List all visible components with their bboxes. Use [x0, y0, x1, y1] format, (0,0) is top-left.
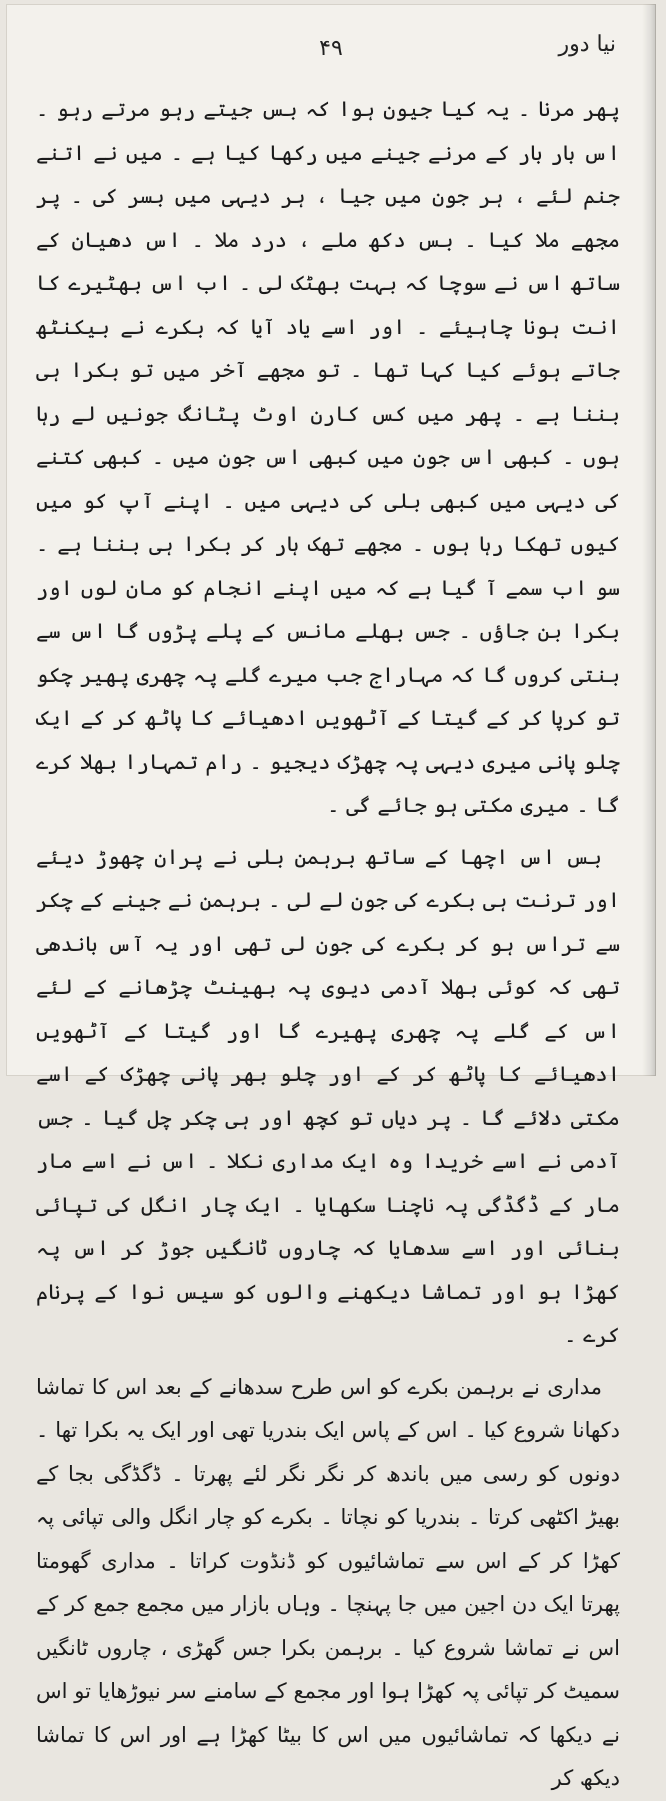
- paragraph-2: بس اس اچھا کے ساتھ برہمن بلی نے پران چھوڑ دیئے اور ترنت ہی بکرے کی جون لے لی ۔ برہمن نے جینے کے چکر سے تراس ہو کر بکرے کی جون لی تھی اور یہ آس باندھی تھی کہ کوئی بھلا آدمی دیوی پہ بھینٹ چڑھانے کے لئے اس کے گلے پہ چھری پھیرے گا اور گیتا کے آٹھویں ادھیائے کا پاٹھ کر کے اور چلو بھر پانی چھڑک کے اسے مکتی دلائے گا ۔ پر دیاں تو کچھ اور ہی چکر چل گیا ۔ جس آدمی نے اسے خریدا وہ ایک مداری نکلا ۔ اس نے اسے مار مار کے ڈگڈگی پہ ناچنا سکھایا ۔ ایک چار انگل کی تپائی بنائی اور اسے سدھایا کہ چاروں ٹانگیں جوڑ کر اس پہ کھڑا ہو اور تماشا دیکھنے والوں کو سیس نوا کے پرنام کرے ۔: [36, 844, 620, 1347]
- paragraph-1: پھر مرنا ۔ یہ کیا جیون ہوا کہ بس جیتے رہو مرتے رہو ۔ اس بار بار کے مرنے جینے میں رکھا کیا ہے ۔ میں نے اتنے جنم لئے ، ہر جون میں جیا ، ہر دیہی میں بسر کی ۔ پر مجھے ملا کیا ۔ بس دکھ ملے ، درد ملا ۔ اس دھیان کے ساتھ اس نے سوچا کہ بہت بھٹک لی ۔ اب اس بھٹیرے کا انت ہونا چاہیئے ۔ اور اسے یاد آیا کہ بکرے نے بیکنٹھ جاتے ہوئے کیا کہا تھا ۔ تو مجھے آخر میں تو بکرا ہی بننا ہے ۔ پھر میں کس کارن اوٹ پٹانگ جونیں لے رہا ہوں ۔ کبھی اس جون میں کبھی اس جون میں ۔ کبھی کتنے کی دیہی میں کبھی بلی کی دیہی میں ۔ اپنے آپ کو میں کیوں تھکا رہا ہوں ۔ مجھے تھک ہار کر بکرا ہی بننا ہے ۔ سو اب سمے آ گیا ہے کہ میں اپنے انجام کو مان لوں اور بکرا بن جاؤں ۔ جس بھلے مانس کے پلے پڑوں گا اس سے بنتی کروں گا کہ مہاراج جب میرے گلے پہ چھری پھیر چکو تو کرپا کر کے گیتا کے آٹھویں ادھیائے کا پاٹھ کر کے ایک چلو پانی میری دیہی پہ چھڑک دیجیو ۔ رام تمہارا بھلا کرے گا ۔ میری مکتی ہو جائے گی ۔: [36, 97, 620, 817]
- running-title: نیا دور: [558, 32, 616, 57]
- book-page: [6, 4, 656, 1790]
- body-text: [36, 88, 620, 1801]
- paragraph-3: مداری نے برہمن بکرے کو اس طرح سدھانے کے بعد اس کا تماشا دکھانا شروع کیا ۔ اس کے پاس ایک بندریا تھی اور ایک یہ بکرا تھا ۔ دونوں کو رسی میں باندھ کر نگر نگر لئے پھرتا ۔ ڈگڈگی بجا کے بھیڑ اکٹھی کرتا ۔ بندریا کو نچاتا ۔ بکرے کو چار انگل والی تپائی پہ کھڑا کر کے اس سے تماشائیوں کو ڈنڈوت کراتا ۔ مداری گھومتا پھرتا ایک دن اجین میں جا پہنچا ۔ وہاں بازار میں مجمع جمع کر کے اس نے تماشا شروع کیا ۔ برہمن بکرا جس گھڑی ، چاروں ٹانگیں سمیٹ کر تپائی پہ کھڑا ہوا اور مجمع کے سامنے سر نیوڑھایا تو اس نے دیکھا کہ تماشائیوں میں اس کا بیٹا کھڑا ہے اور اس کا تماشا دیکھ کر: [36, 1374, 621, 1790]
- page-number: ۴۹: [319, 36, 343, 61]
- page-header: [46, 32, 616, 72]
- page-binding-shadow: [642, 4, 656, 1076]
